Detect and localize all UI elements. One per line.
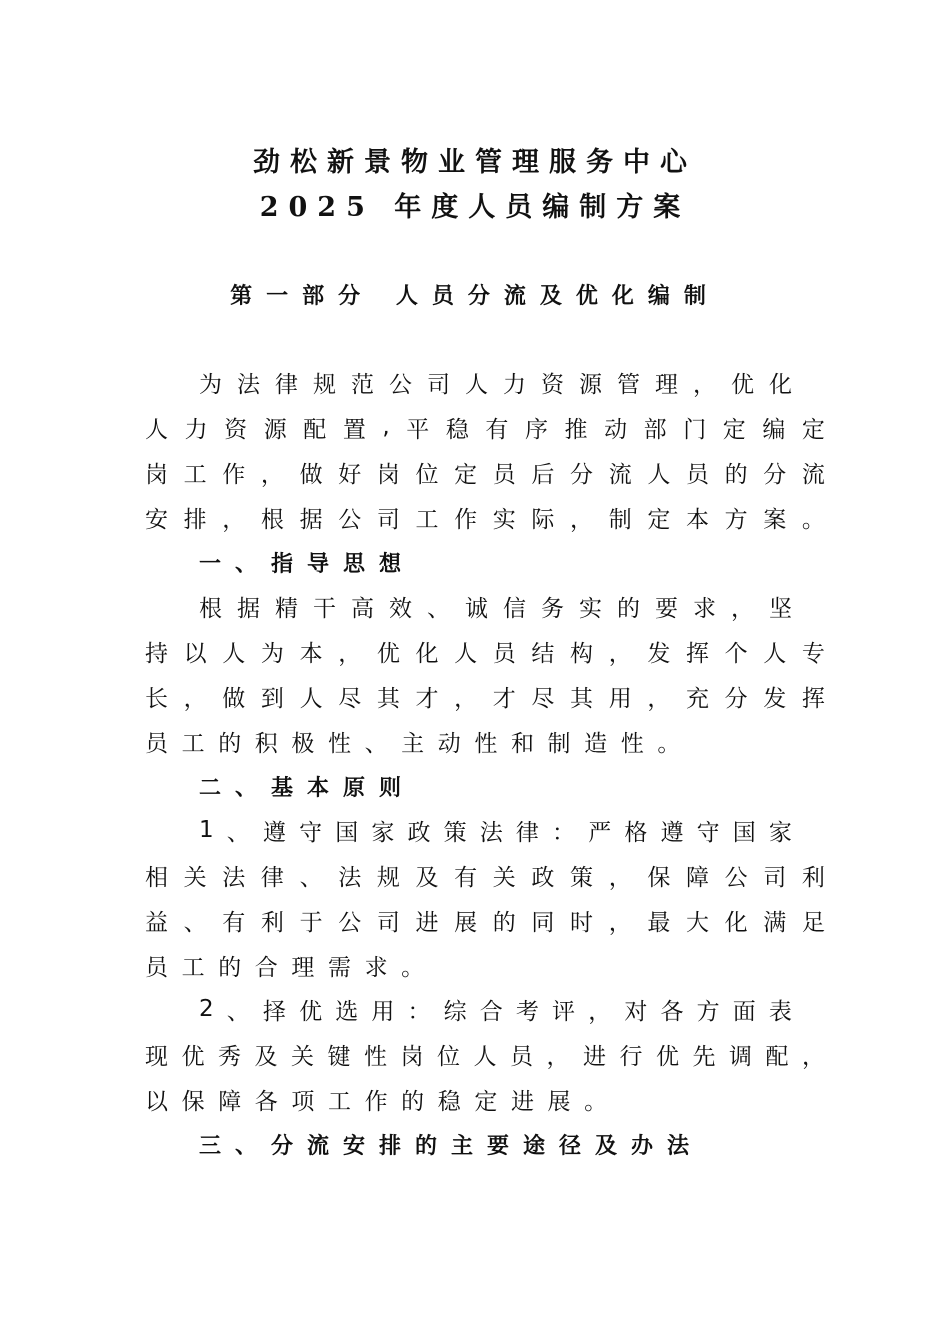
- paragraph-line: 1 、 遵 守 国 家 政 策 法 律 ： 严 格 遵 守 国 家: [199, 817, 792, 846]
- paragraph-line: 相 关 法 律 、 法 规 及 有 关 政 策 ， 保 障 公 司 利: [145, 864, 825, 891]
- section-heading: 三、分流安排的主要途径及办法: [199, 1134, 704, 1159]
- part-heading: 第一部分 人员分流及优化编制: [230, 283, 720, 309]
- paragraph-line: 为 法 律 规 范 公 司 人 力 资 源 管 理 ， 优 化: [199, 371, 792, 398]
- paragraph-line: 持 以 人 为 本 ， 优 化 人 员 结 构 ， 发 挥 个 人 专: [145, 640, 825, 667]
- paragraph-line: 根 据 精 干 高 效 、 诚 信 务 实 的 要 求 ， 坚: [199, 595, 792, 622]
- paragraph-line: 人 力 资 源 配 置 , 平 稳 有 序 推 动 部 门 定 编 定: [145, 414, 825, 443]
- paragraph-line: 岗 工 作 ， 做 好 岗 位 定 员 后 分 流 人 员 的 分 流: [145, 461, 825, 488]
- section-heading: 一、指导思想: [199, 552, 416, 577]
- paragraph-line: 以 保 障 各 项 工 作 的 稳 定 进 展 。: [145, 1088, 608, 1115]
- paragraph-line: 员 工 的 合 理 需 求 。: [145, 954, 425, 981]
- paragraph-line: 长 ， 做 到 人 尽 其 才 ， 才 尽 其 用 ， 充 分 发 挥: [145, 685, 825, 712]
- paragraph-line: 安 排 ， 根 据 公 司 工 作 实 际 ， 制 定 本 方 案 。: [145, 506, 825, 533]
- section-heading: 二、基本原则: [199, 776, 416, 801]
- paragraph-line: 员 工 的 积 极 性 、 主 动 性 和 制 造 性 。: [145, 730, 681, 757]
- paragraph-line: 现 优 秀 及 关 键 性 岗 位 人 员 ， 进 行 优 先 调 配 ，: [145, 1043, 825, 1070]
- paragraph-line: 2 、 择 优 选 用 ： 综 合 考 评 ， 对 各 方 面 表: [199, 996, 792, 1025]
- document-title-line2: 2025 年度人员编制方案: [259, 192, 691, 223]
- document-title-line1: 劲松新景物业管理服务中心: [253, 147, 697, 178]
- paragraph-line: 益 、 有 利 于 公 司 进 展 的 同 时 ， 最 大 化 满 足: [145, 909, 825, 936]
